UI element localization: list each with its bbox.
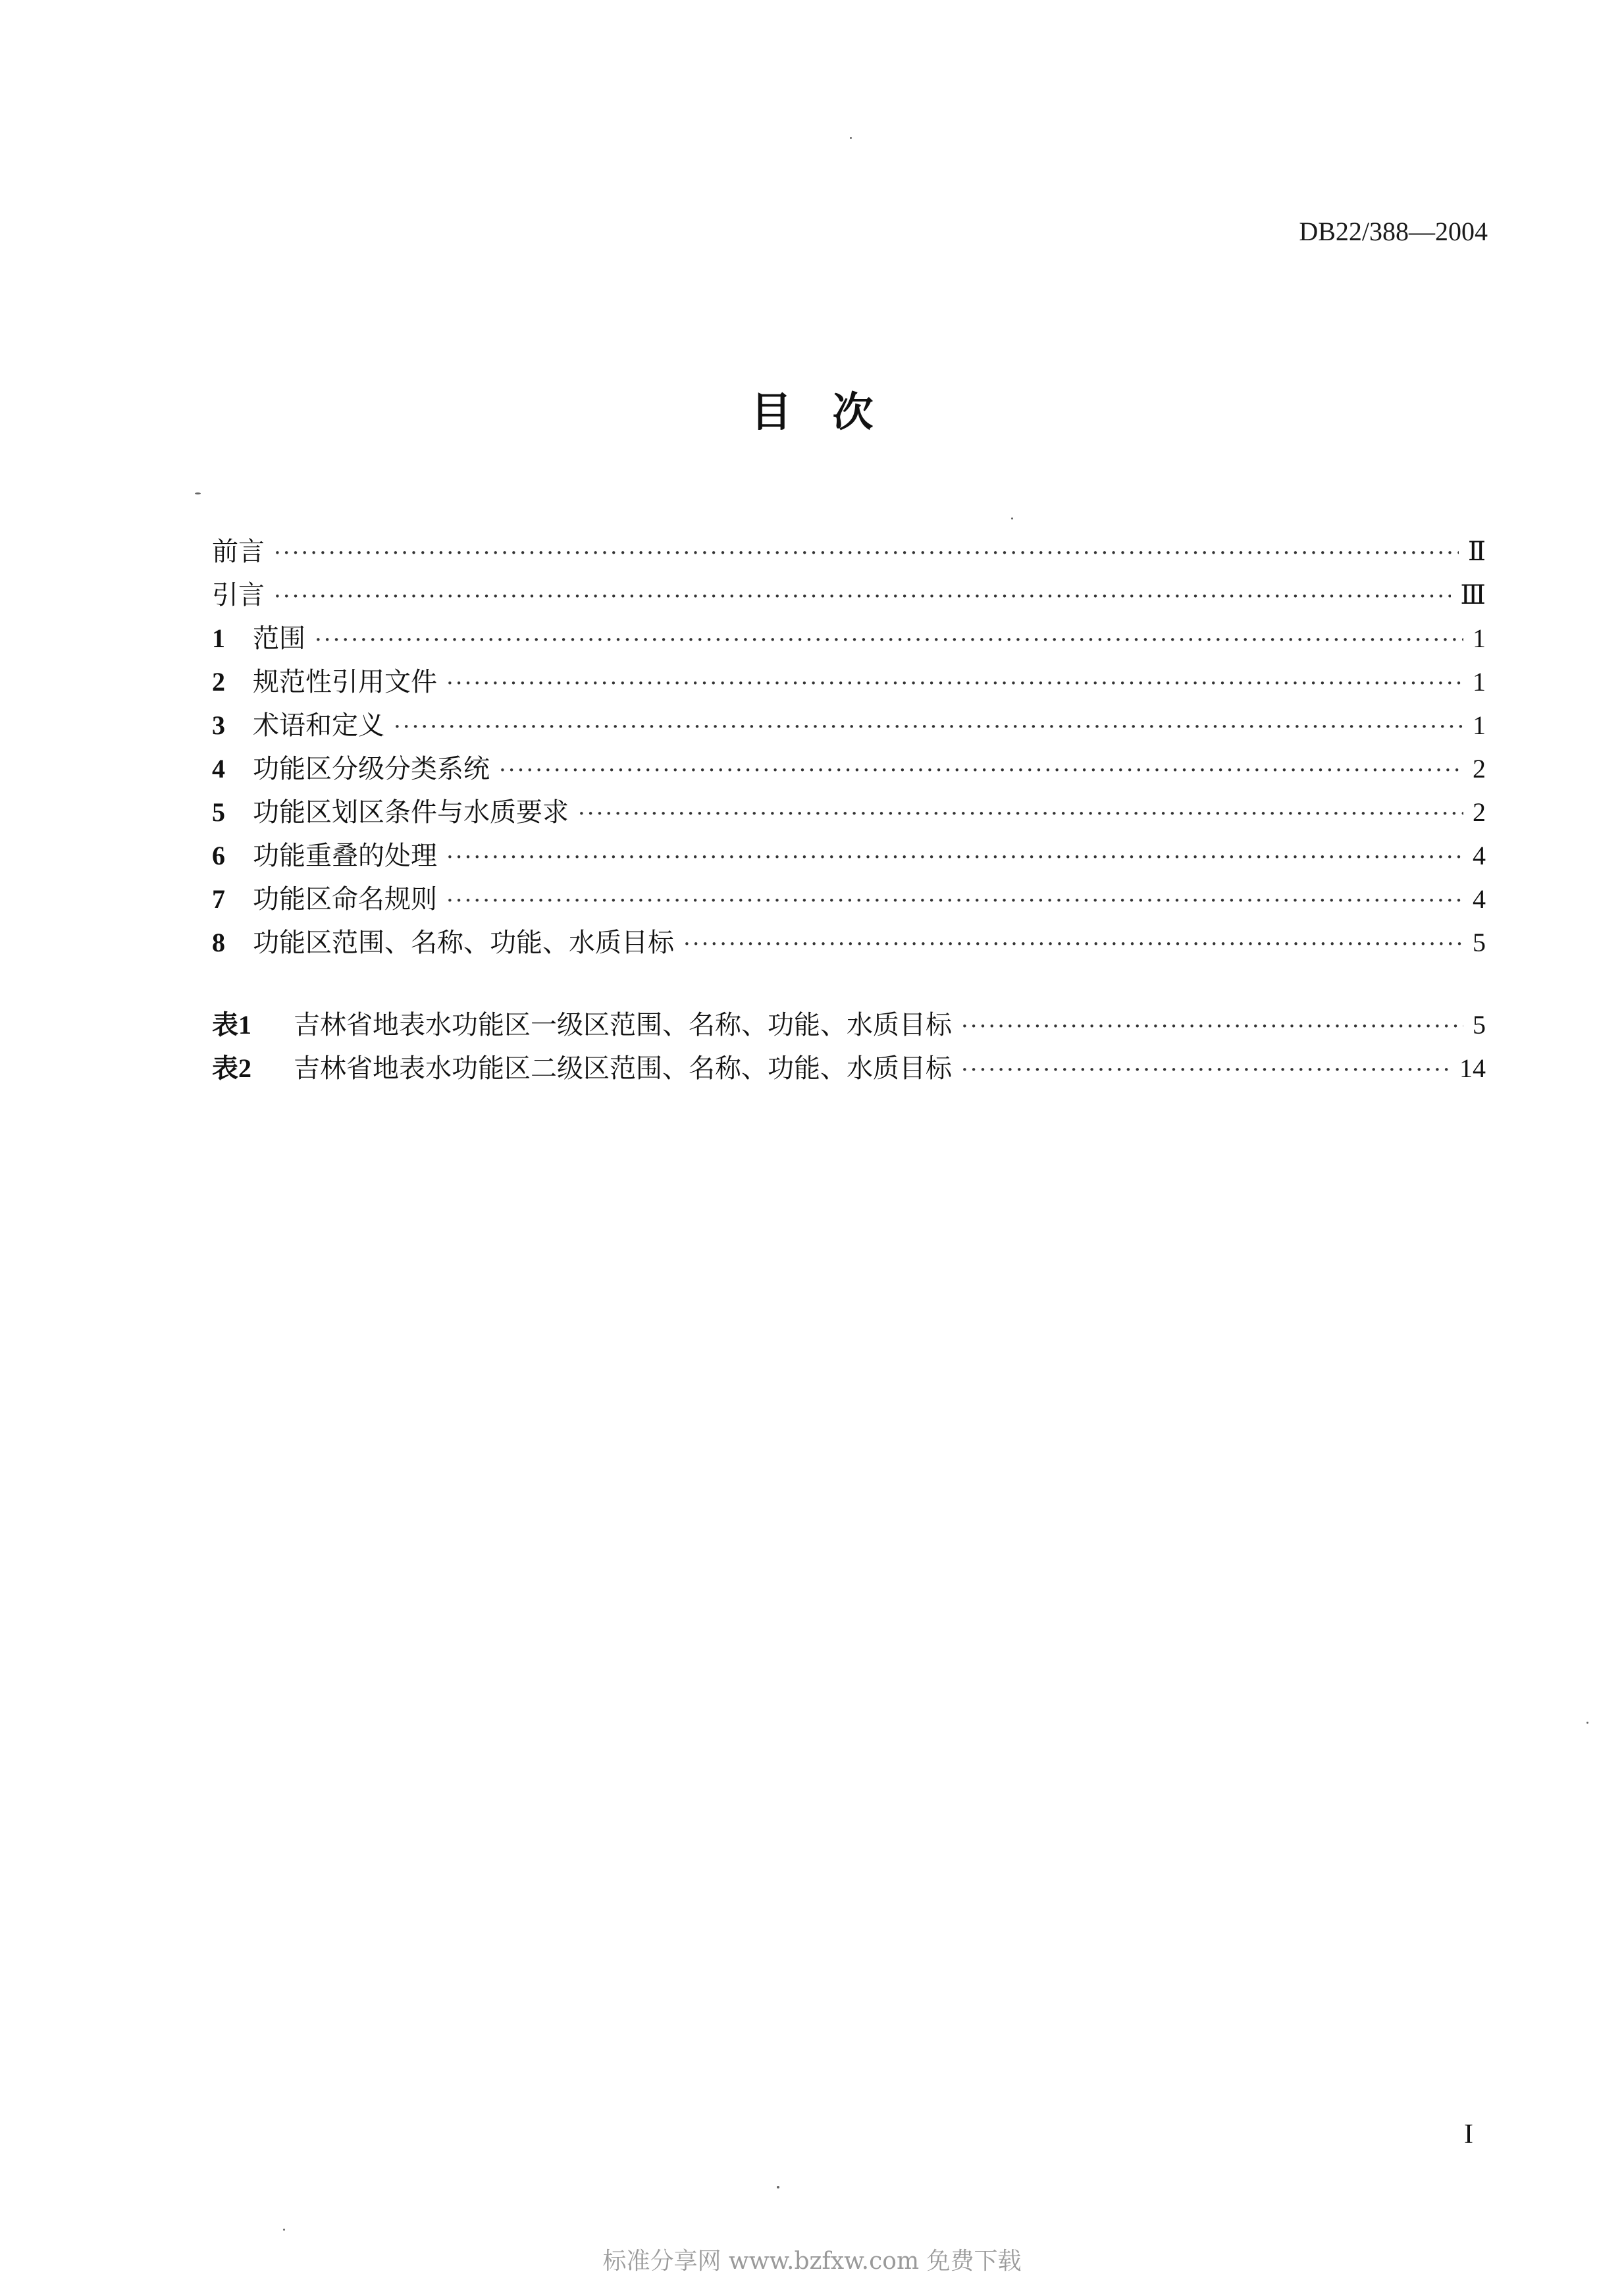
toc-entry-title: 前言 [212,537,265,567]
toc-entry-page: 1 [1473,623,1486,653]
toc-entry-table-2[interactable] [212,1047,1486,1090]
toc-entry-page: 14 [1459,1053,1486,1083]
toc-entry-title: 吉林省地表水功能区二级区范围、名称、功能、水质目标 [294,1053,952,1084]
dot-leader [315,618,1463,662]
toc-entry-number: 2 [212,667,225,697]
document-code: DB22/388—2004 [1299,217,1488,246]
toc-entry-page: 5 [1473,928,1486,957]
scan-speck [850,137,852,139]
dot-leader [961,1048,1450,1092]
scan-speck [1011,517,1013,519]
toc-entry-title: 功能区命名规则 [253,884,437,915]
toc-entry-number: 6 [212,841,225,870]
toc-entry-overlap-handling[interactable] [212,834,1486,878]
list-of-tables [212,1003,1486,1090]
toc-entry-number: 表2 [212,1053,251,1083]
dot-leader [499,749,1463,792]
dot-leader [446,835,1463,879]
toc-entry-page: 1 [1473,667,1486,697]
page-number: I [1464,2119,1473,2150]
toc-entry-introduction[interactable] [212,573,1486,617]
toc-entry-page: Ⅱ [1467,537,1486,566]
dot-leader [394,705,1463,749]
dot-leader [961,1005,1463,1048]
toc-entry-page: 2 [1473,754,1486,783]
toc-entry-number: 7 [212,884,225,914]
toc-entry-number: 1 [212,623,225,653]
toc-entry-page: 1 [1473,710,1486,740]
dot-leader [274,575,1451,618]
watermark: 标准分享网 www.bzfxw.com 免费下载 [602,2248,1022,2275]
toc-entry-title: 吉林省地表水功能区一级区范围、名称、功能、水质目标 [294,1010,952,1040]
toc-entry-terms-definitions[interactable] [212,704,1486,747]
toc-entry-page: 4 [1473,884,1486,914]
toc-entry-page: 4 [1473,841,1486,870]
scan-speck [1586,1722,1588,1724]
dot-leader [446,662,1463,705]
toc-entry-title: 功能重叠的处理 [253,841,437,871]
dot-leader [274,531,1459,575]
toc-entry-page: 5 [1473,1010,1486,1040]
toc-entry-title: 功能区分级分类系统 [253,754,490,784]
toc-entry-zone-targets[interactable] [212,921,1486,965]
toc-entry-foreword[interactable] [212,530,1486,573]
toc-entry-title: 范围 [253,623,305,654]
table-of-contents [212,530,1486,965]
scan-speck [283,2229,285,2231]
toc-entry-title: 功能区划区条件与水质要求 [253,797,569,828]
toc-entry-normative-references[interactable] [212,660,1486,704]
toc-entry-title: 规范性引用文件 [253,667,437,697]
toc-entry-naming-rules[interactable] [212,878,1486,921]
toc-entry-page: 2 [1473,797,1486,827]
toc-entry-number: 3 [212,710,225,740]
dot-leader [683,922,1463,966]
page-title: 目 次 [750,388,874,436]
scan-speck [777,2186,779,2188]
toc-entry-classification-system[interactable] [212,747,1486,791]
toc-entry-number: 5 [212,797,225,827]
toc-entry-number: 4 [212,754,225,783]
toc-entry-number: 8 [212,928,225,957]
toc-entry-title: 术语和定义 [253,710,384,741]
toc-entry-zoning-conditions[interactable] [212,791,1486,834]
toc-entry-scope[interactable] [212,617,1486,660]
dot-leader [578,792,1463,835]
toc-entry-title: 功能区范围、名称、功能、水质目标 [253,928,674,958]
toc-entry-title: 引言 [212,580,265,610]
scan-speck [195,492,201,494]
toc-entry-number: 表1 [212,1010,251,1040]
dot-leader [446,879,1463,922]
toc-entry-table-1[interactable] [212,1003,1486,1047]
toc-entry-page: Ⅲ [1460,580,1486,610]
